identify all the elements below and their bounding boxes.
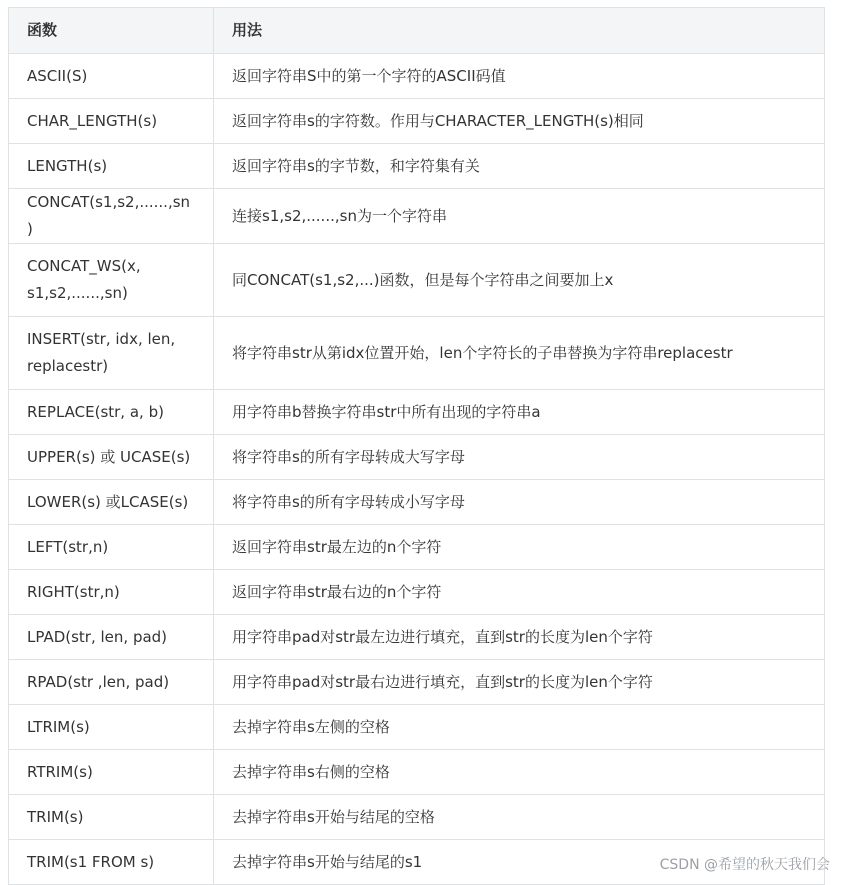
header-usage: 用法 — [214, 8, 825, 54]
function-usage: 返回字符串s的字符数。作用与CHARACTER_LENGTH(s)相同 — [214, 99, 825, 144]
table-row — [9, 317, 825, 390]
function-usage: 去掉字符串s开始与结尾的s1 — [214, 840, 825, 885]
function-name: TRIM(s) — [9, 795, 214, 840]
table-row — [9, 244, 825, 317]
function-usage: 去掉字符串s右侧的空格 — [214, 750, 825, 795]
function-name: RIGHT(str,n) — [9, 570, 214, 615]
function-name: LENGTH(s) — [9, 144, 214, 189]
table-row — [9, 705, 825, 750]
csdn-watermark: CSDN @希望的秋天我们会 — [659, 857, 830, 873]
function-usage: 去掉字符串s左侧的空格 — [214, 705, 825, 750]
table-row — [9, 795, 825, 840]
function-usage: 用字符串pad对str最左边进行填充，直到str的长度为len个字符 — [214, 615, 825, 660]
function-name: REPLACE(str, a, b) — [9, 390, 214, 435]
function-name: LEFT(str,n) — [9, 525, 214, 570]
function-usage: 将字符串str从第idx位置开始，len个字符长的子串替换为字符串replacestr — [214, 317, 825, 390]
function-usage: 返回字符串str最右边的n个字符 — [214, 570, 825, 615]
function-usage: 同CONCAT(s1,s2,...)函数，但是每个字符串之间要加上x — [214, 244, 825, 317]
function-name: UPPER(s) 或 UCASE(s) — [9, 435, 214, 480]
function-usage: 用字符串pad对str最右边进行填充，直到str的长度为len个字符 — [214, 660, 825, 705]
function-name: CONCAT(s1,s2,......,sn) — [9, 189, 214, 244]
table-row — [9, 570, 825, 615]
table-row — [9, 615, 825, 660]
function-name: RPAD(str ,len, pad) — [9, 660, 214, 705]
table-row — [9, 390, 825, 435]
function-name: INSERT(str, idx, len, replacestr) — [9, 317, 214, 390]
string-functions-table — [8, 7, 825, 885]
table-row — [9, 99, 825, 144]
function-usage: 返回字符串s的字节数，和字符集有关 — [214, 144, 825, 189]
header-function: 函数 — [9, 8, 214, 54]
function-usage: 连接s1,s2,......,sn为一个字符串 — [214, 189, 825, 244]
table-row — [9, 525, 825, 570]
function-name: RTRIM(s) — [9, 750, 214, 795]
table-header-row — [9, 8, 825, 54]
function-name: ASCII(S) — [9, 54, 214, 99]
function-usage: 将字符串s的所有字母转成小写字母 — [214, 480, 825, 525]
function-name: LPAD(str, len, pad) — [9, 615, 214, 660]
function-name: CONCAT_WS(x, s1,s2,......,sn) — [9, 244, 214, 317]
table-row — [9, 54, 825, 99]
table-row — [9, 750, 825, 795]
function-name: LTRIM(s) — [9, 705, 214, 750]
function-name: CHAR_LENGTH(s) — [9, 99, 214, 144]
function-name: TRIM(s1 FROM s) — [9, 840, 214, 885]
table-row — [9, 435, 825, 480]
function-usage: 去掉字符串s开始与结尾的空格 — [214, 795, 825, 840]
table-row — [9, 144, 825, 189]
function-usage: 返回字符串str最左边的n个字符 — [214, 525, 825, 570]
table-row — [9, 660, 825, 705]
function-usage: 将字符串s的所有字母转成大写字母 — [214, 435, 825, 480]
function-name: LOWER(s) 或LCASE(s) — [9, 480, 214, 525]
table-row — [9, 480, 825, 525]
string-functions-table-wrapper — [8, 7, 824, 885]
table-row — [9, 189, 825, 244]
function-usage: 用字符串b替换字符串str中所有出现的字符串a — [214, 390, 825, 435]
function-usage: 返回字符串S中的第一个字符的ASCII码值 — [214, 54, 825, 99]
